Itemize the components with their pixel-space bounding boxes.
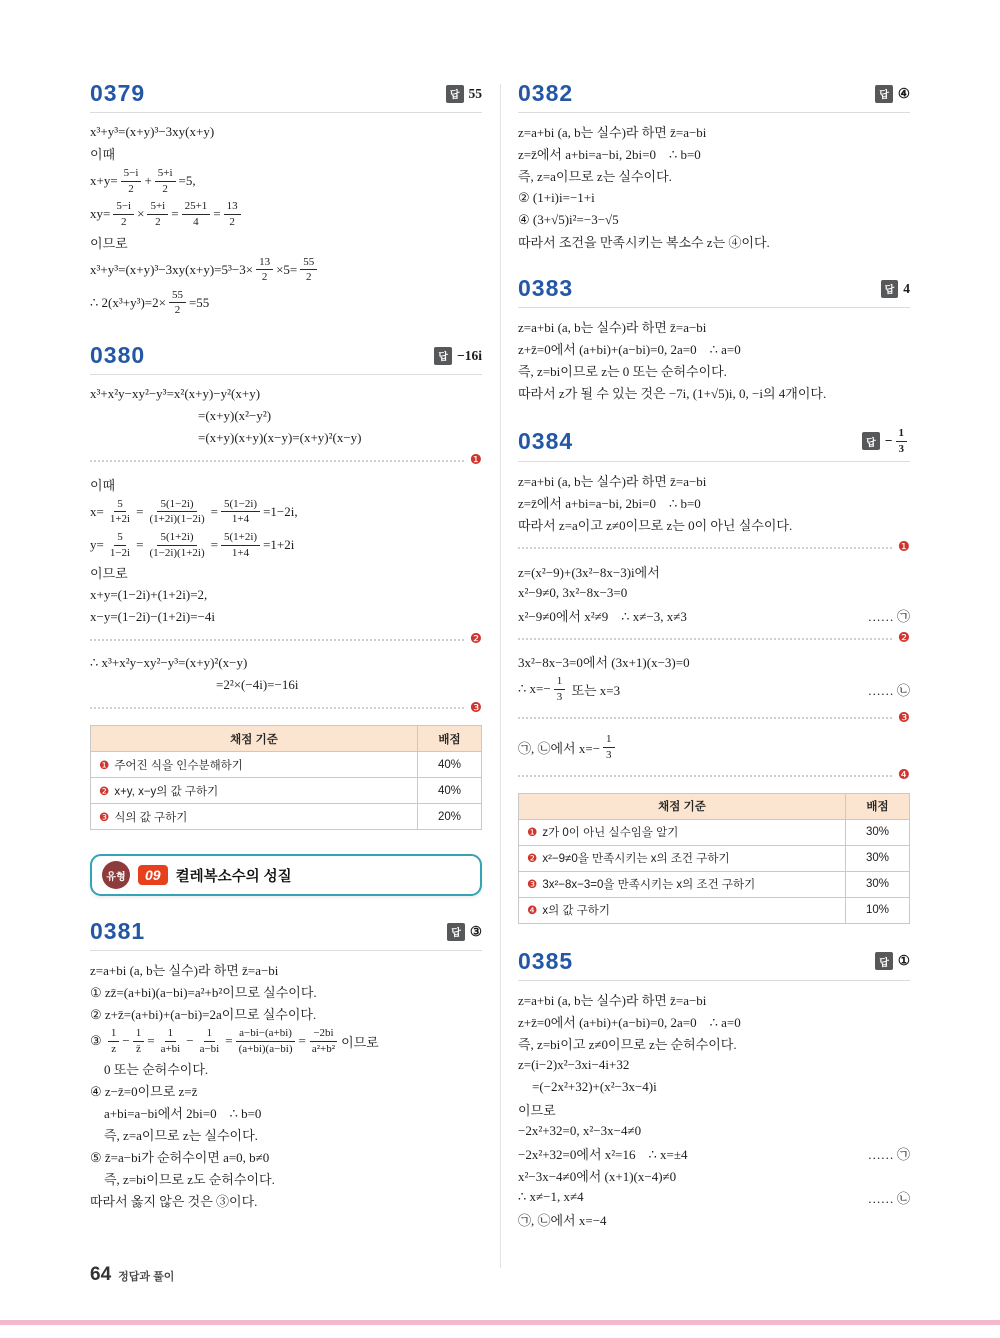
fraction: $\frac{5(1+2i)}{1+4}$ [221,531,260,559]
math-line [90,563,482,582]
grading-row [91,778,482,804]
dotted-line [90,639,464,641]
math-line [518,674,910,704]
math-line [90,607,482,626]
text-run: z=a+bi (a, b는 실수)라 하면 z̄=a−bi [90,963,279,979]
math-line [518,1078,910,1097]
step-separator [518,709,910,726]
text-run: ① [897,953,910,969]
grading-criteria: x²−9≠0을 만족시키는 x의 조건 구하기 [542,853,730,866]
grading-header-criteria: 채점 기준 [91,726,418,752]
math-line [518,383,910,402]
problem-header [518,275,910,308]
math-line [518,339,910,358]
step-number-badge: ❶ [897,539,910,556]
reference-tag: …… ㉠ [867,608,910,624]
text-run: = [210,503,218,519]
step-number-badge: ❸ [897,709,910,726]
step-number-badge: ❶ [469,452,482,469]
answer-value [469,86,483,102]
problem-header [518,948,910,981]
answer-area [875,85,910,103]
dotted-line [518,638,892,640]
text-run: =(−2x²+32)+(x²−3x−4)i [532,1079,657,1095]
solution-lines [90,960,482,1210]
math-line [90,475,482,494]
math-line [518,1100,910,1119]
fraction: $\frac{1}{a+bi}$ [160,1027,181,1055]
fraction: $\frac{1}{3}$ [896,427,908,455]
grading-score: 40% [418,752,482,778]
text-run: = [298,1033,306,1049]
step-separator [90,699,482,716]
math-line [518,584,910,603]
text-run: x+y= [90,173,118,189]
problem-header [90,342,482,375]
text-run: y= [90,537,104,553]
math-line [90,384,482,403]
fraction: $\frac{55}{2}$ [169,289,186,317]
grading-table [90,725,482,830]
step-number-badge: ❹ [527,903,538,918]
solution-lines [90,122,482,318]
answer-area [881,280,910,298]
step-number-badge: ❶ [527,825,538,840]
text-run: z=(x²−9)+(3x²−8x−3)i에서 [518,564,660,580]
fraction: $\frac{13}{2}$ [256,256,273,284]
text-run: 55 [468,85,482,101]
text-run: z=a+bi (a, b는 실수)라 하면 z̄=a−bi [518,474,707,490]
problem-number: 0385 [518,947,574,974]
answer-area [875,952,910,970]
text-run: =55 [188,294,210,310]
math-line [518,188,910,207]
grading-header-row [91,726,482,752]
answer-area [434,347,482,365]
answer-area [446,85,482,103]
fraction: $\frac{5}{1+2i}$ [109,497,131,526]
right-column [518,80,910,1253]
step-number-badge: ❷ [469,631,482,648]
column-divider [500,84,501,1268]
grading-criteria: z가 0이 아닌 실수임을 알기 [542,827,679,840]
math-line [90,1059,482,1078]
step-number-badge: ❷ [99,783,110,798]
problem-number: 0379 [90,80,146,106]
math-line [518,562,910,581]
fraction: $\frac{-2bi}{\text{a²+b²}}$ [311,1027,336,1055]
text-run: − [186,1033,194,1049]
problem-number: 0383 [518,275,574,301]
math-line [90,255,482,285]
text-run: 이므로 [90,566,128,582]
text-run: z=(i−2)x²−3xi−4i+32 [518,1057,630,1073]
grading-score: 30% [846,819,910,845]
answer-label-badge: 답 [862,432,880,450]
math-line [90,144,482,163]
text-run: x−y=(1−2i)−(1+2i)=−4i [90,608,215,624]
grading-score: 40% [418,778,482,804]
problem-0379 [90,80,482,318]
answer-label-badge: 답 [875,952,893,970]
answer-value [885,426,910,456]
grading-criteria: 식의 값 구하기 [114,811,188,824]
text-run: ∴ x≠−1, x≠4 [518,1189,584,1205]
type-tag-badge: 유형 [102,861,130,889]
text-run: ×5= [276,261,298,277]
text-run: =1+2i [263,537,295,553]
step-number-badge: ❹ [897,767,910,784]
text-run: 즉, z=bi이고 z≠0이므로 z는 순허수이다. [518,1036,737,1052]
math-line [518,1188,910,1207]
text-run: ④ (3+√5)i²=−3−√5 [518,211,619,227]
math-line [518,166,910,185]
text-run: + [144,173,152,189]
text-run: xy= [90,206,111,222]
text-run: − [884,433,893,449]
problem-header [518,80,910,113]
math-line [518,493,910,512]
type-number-badge: 09 [138,865,168,885]
grading-row [519,871,910,897]
math-line [90,1125,482,1144]
step-number-badge: ❸ [469,699,482,716]
text-run: 따라서 z=a이고 z≠0이므로 z는 0이 아닌 실수이다. [518,518,793,534]
text-run: =1−2i, [263,503,298,519]
math-line [90,982,482,1001]
text-run: x³+x²y−xy²−y³=x²(x+y)−y²(x+y) [90,385,261,401]
step-separator [90,633,482,647]
step-number-badge: ❸ [99,809,110,824]
grading-row [519,819,910,845]
reference-tag: …… ㉠ [867,1146,910,1162]
text-run: 즉, z=bi이므로 z도 순허수이다. [104,1172,275,1188]
problem-0385 [518,948,910,1229]
step-number-badge: ❷ [897,629,910,646]
text-run: 따라서 조건을 만족시키는 복소수 z는 ④이다. [518,235,770,250]
problem-0382 [518,80,910,251]
grading-criteria: 3x²−8x−3=0을 만족시키는 x의 조건 구하기 [542,879,756,892]
type-section-banner [90,854,482,896]
problem-0384 [518,426,910,924]
fraction: $\frac{1}{z̄}$ [133,1027,145,1055]
text-run: 이때 [90,147,116,162]
text-run: z=a+bi (a, b는 실수)라 하면 z̄=a−bi [518,125,707,140]
math-line [90,960,482,979]
grading-header-row [519,793,910,819]
math-line [90,199,482,229]
step-separator [518,541,910,555]
answer-label-badge: 답 [881,280,899,298]
text-run: × [137,206,145,222]
text-run: 따라서 z가 될 수 있는 것은 −7i, (1+√5)i, 0, −i의 4개이다. [518,386,827,401]
answer-label-badge: 답 [434,347,452,365]
fraction: $\frac{5(1-2i)}{1+4}$ [221,498,260,526]
math-line [518,317,910,336]
problem-0381 [90,918,482,1210]
math-line [518,210,910,229]
math-line [90,1081,482,1100]
fraction: $\frac{1}{a-bi}$ [199,1027,220,1055]
answer-area [862,426,910,456]
fraction: $\frac{1}{3}$ [554,675,566,703]
fraction: $\frac{5-i}{2}$ [113,200,134,228]
math-line [90,166,482,196]
math-line [518,1034,910,1053]
problem-number: 0380 [90,342,146,369]
grading-score: 20% [418,804,482,830]
reference-tag: …… ㉡ [867,682,910,698]
grading-header-criteria: 채점 기준 [519,793,846,819]
solution-lines [518,317,910,402]
text-run: x³+y³=(x+y)³−3xy(x+y)=5³−3× [90,261,254,277]
answer-value [903,281,910,297]
answer-area [447,923,482,941]
dotted-line [518,547,892,549]
text-run: 이때 [90,477,116,493]
text-run: z+z̄=0에서 (a+bi)+(a−bi)=0, 2a=0 ∴ a=0 [518,342,741,357]
grading-criteria: 주어진 식을 인수분해하기 [114,759,243,772]
problem-0383 [518,275,910,402]
text-run: x²−9≠0에서 x²≠9 ∴ x≠−3, x≠3 [518,608,687,624]
math-line [90,122,482,141]
fraction: $\frac{5(1-2i)}{(1+2i)(1-2i)}$ [149,497,205,526]
fraction: $\frac{5-i}{2}$ [121,167,142,195]
solution-lines [90,384,482,715]
problem-number: 0384 [518,427,574,454]
text-run: −2x²+32=0에서 x²=16 ∴ x=±4 [518,1146,688,1162]
math-line [90,530,482,560]
step-number-badge: ❸ [527,877,538,892]
math-line [90,1004,482,1023]
math-line [518,1056,910,1075]
problem-header [90,80,482,113]
math-line [90,585,482,604]
math-line [90,428,482,447]
math-line [90,233,482,252]
math-line [90,497,482,527]
step-separator [90,454,482,468]
fraction: $\frac{55}{2}$ [300,256,317,284]
math-line [518,1122,910,1141]
text-run: =5, [178,173,196,189]
grading-table [518,793,910,924]
fraction: $\frac{5}{1-2i}$ [109,530,131,559]
math-line [90,676,482,695]
fraction: $\frac{25+1}{4}$ [182,200,211,228]
text-run: a+bi=a−bi에서 2bi=0 ∴ b=0 [104,1106,262,1122]
grading-criteria: x의 값 구하기 [542,905,610,918]
text-run: ③ [90,1033,105,1049]
page-number: 64 [90,1264,112,1285]
text-run: 이므로 [518,1102,556,1118]
answer-value [457,348,482,364]
fraction: $\frac{5+i}{2}$ [155,167,176,195]
problem-number: 0382 [518,80,574,106]
fraction: $\frac{1}{z}$ [108,1027,120,1055]
text-run: = [136,503,144,519]
text-run: 따라서 옳지 않은 것은 ③이다. [90,1194,258,1210]
text-run: ∴ x³+x²y−xy²−y³=(x+y)²(x−y) [90,655,248,671]
text-run: −16i [457,347,482,363]
math-line [90,1103,482,1122]
text-run: ∴ 2(x³+y³)=2× [90,294,166,310]
math-line [518,471,910,490]
fraction: $\frac{5(1+2i)}{(1-2i)(1+2i)}$ [149,530,205,559]
math-line [90,654,482,673]
text-run: 0 또는 순허수이다. [104,1062,209,1078]
text-run: − [122,1033,130,1049]
text-run: 즉, z=bi이므로 z는 0 또는 순허수이다. [518,364,727,379]
text-run: ② z+z̄=(a+bi)+(a−bi)=2a이므로 실수이다. [90,1007,317,1023]
problem-0380 [90,342,482,830]
grading-score: 10% [846,897,910,923]
left-column [90,80,482,1253]
footer-label: 정답과 풀이 [118,1271,175,1283]
math-line [518,1166,910,1185]
fraction: $\frac{5+i}{2}$ [147,200,168,228]
text-run: = [147,1033,155,1049]
text-run: = [171,206,179,222]
answer-value [898,86,910,102]
math-line [518,732,910,762]
text-run: ① zz̄=(a+bi)(a−bi)=a²+b²이므로 실수이다. [90,985,317,1001]
problem-header [518,426,910,462]
grading-header-score: 배점 [846,793,910,819]
text-run: z=z̄에서 a+bi=a−bi, 2bi=0 ∴ b=0 [518,496,701,512]
text-run: ② (1+i)i=−1+i [518,189,595,205]
text-run: x²−9≠0, 3x²−8x−3=0 [518,585,628,601]
text-run: −2x²+32=0, x²−3x−4≠0 [518,1123,642,1139]
math-line [518,1210,910,1229]
solution-lines [518,122,910,251]
text-run: 즉, z=a이므로 z는 실수이다. [518,169,672,184]
text-run: = [213,206,221,222]
text-run: ③ [469,923,482,939]
math-line [90,1169,482,1188]
text-run: ㉠, ㉡에서 x=− [518,740,601,756]
step-separator [518,629,910,646]
grading-score: 30% [846,845,910,871]
math-line [518,990,910,1009]
text-run: =2²×(−4i)=−16i [216,677,299,693]
math-line [518,652,910,671]
answer-value [898,953,910,969]
text-run: 4 [903,280,910,296]
math-line [518,606,910,625]
text-run: ④ z−z̄=0이므로 z=z̄ [90,1084,198,1100]
math-line [518,1012,910,1031]
math-line [90,406,482,425]
dotted-line [90,707,464,709]
text-run: ∴ x=− [518,681,551,697]
text-run: =(x+y)(x²−y²) [198,407,272,423]
text-run: ④ [897,85,910,101]
math-line [518,361,910,380]
fraction: $\frac{1}{3}$ [603,733,615,761]
text-run: = [225,1033,233,1049]
answer-label-badge: 답 [875,85,893,103]
reference-tag: …… ㉡ [867,1190,910,1206]
math-line [518,122,910,141]
page-edge-stripe [0,1320,1000,1325]
text-run: z=a+bi (a, b는 실수)라 하면 z̄=a−bi [518,992,707,1008]
answer-value [470,924,482,940]
fraction: $\frac{13}{2}$ [224,200,241,228]
text-run: z+z̄=0에서 (a+bi)+(a−bi)=0, 2a=0 ∴ a=0 [518,1014,741,1030]
grading-row [519,845,910,871]
text-run: z=a+bi (a, b는 실수)라 하면 z̄=a−bi [518,320,707,335]
text-run: = [136,537,144,553]
grading-row [91,752,482,778]
text-run: 또는 x=3 [568,682,621,698]
math-line [518,1144,910,1163]
text-run: = [210,537,218,553]
solution-lines [518,990,910,1229]
step-number-badge: ❶ [99,757,110,772]
text-run: 3x²−8x−3=0에서 (3x+1)(x−3)=0 [518,655,690,671]
dotted-line [518,717,892,719]
grading-score: 30% [846,871,910,897]
math-line [90,288,482,318]
page-footer [90,1264,174,1286]
problem-header [90,918,482,951]
text-run: 이므로 [341,1034,379,1050]
grading-row [519,897,910,923]
text-run: z=z̄에서 a+bi=a−bi, 2bi=0 ∴ b=0 [518,147,701,162]
step-separator [518,769,910,783]
text-run: x+y=(1−2i)+(1+2i)=2, [90,586,208,602]
text-run: 이므로 [90,235,128,251]
math-line [90,1147,482,1166]
dotted-line [90,460,464,462]
math-line [518,144,910,163]
grading-row [91,804,482,830]
text-run: x= [90,503,104,519]
text-run: x³+y³=(x+y)³−3xy(x+y) [90,123,215,139]
dotted-line [518,775,892,777]
grading-criteria: x+y, x−y의 값 구하기 [114,785,219,798]
math-line [518,515,910,534]
step-number-badge: ❷ [527,851,538,866]
answer-label-badge: 답 [447,923,465,941]
type-title: 켤레복소수의 성질 [175,868,292,885]
text-run: 즉, z=a이므로 z는 실수이다. [104,1128,258,1144]
text-run: ⑤ z̄=a−bi가 순허수이면 a=0, b≠0 [90,1150,270,1166]
solution-lines [518,471,910,783]
text-run: x²−3x−4≠0에서 (x+1)(x−4)≠0 [518,1168,677,1184]
text-run: ㉠, ㉡에서 x=−4 [518,1212,607,1228]
math-line [518,232,910,251]
answer-label-badge: 답 [446,85,464,103]
math-line [90,1026,482,1056]
text-run: =(x+y)(x+y)(x−y)=(x+y)²(x−y) [198,429,362,445]
problem-number: 0381 [90,918,146,945]
fraction: $\frac{a-bi-(a+bi)}{(a+bi)(a-bi)}$ [236,1027,296,1055]
math-line [90,1191,482,1210]
grading-header-score: 배점 [418,726,482,752]
